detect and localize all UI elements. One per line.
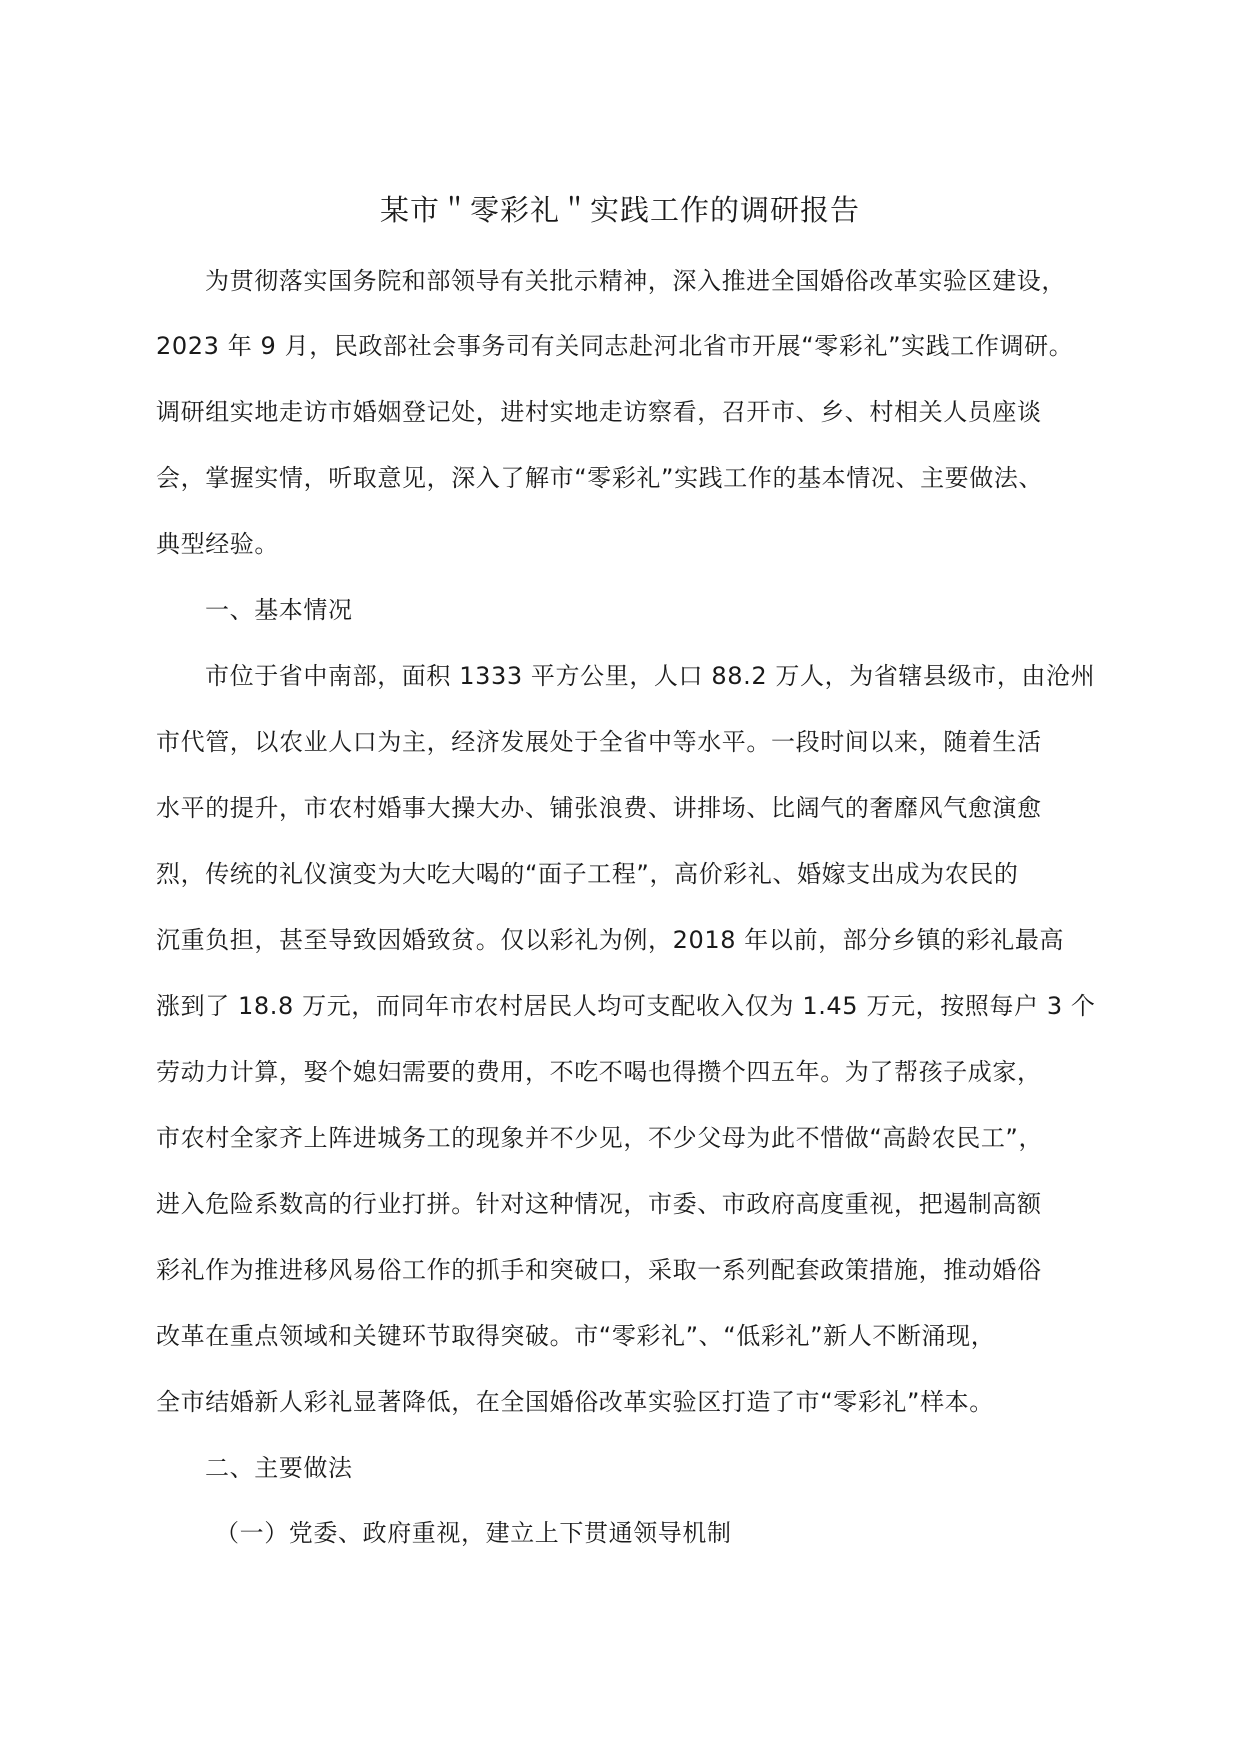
- paragraph-line: 市农村全家齐上阵进城务工的现象并不少见，不少父母为此不惜做“高龄农民工”，: [156, 1124, 1044, 1152]
- paragraph-line: 会，掌握实情，听取意见，深入了解市“零彩礼”实践工作的基本情况、主要做法、: [156, 464, 1044, 492]
- paragraph-line: 2023 年 9 月，民政部社会事务司有关同志赴河北省市开展“零彩礼”实践工作调研。: [156, 332, 1074, 360]
- section-heading: 一、基本情况: [205, 596, 353, 624]
- paragraph-line: 全市结婚新人彩礼显著降低，在全国婚俗改革实验区打造了市“零彩礼”样本。: [156, 1388, 994, 1416]
- section-heading: 二、主要做法: [205, 1454, 353, 1482]
- paragraph-line: 涨到了 18.8 万元，而同年市农村居民人均可支配收入仅为 1.45 万元，按照每户 3 个: [156, 992, 1096, 1020]
- paragraph-line: 为贯彻落实国务院和部领导有关批示精神，深入推进全国婚俗改革实验区建设，: [205, 267, 1066, 295]
- paragraph-line: 劳动力计算，娶个媳妇需要的费用，不吃不喝也得攒个四五年。为了帮孩子成家，: [156, 1058, 1042, 1086]
- paragraph-line: 彩礼作为推进移风易俗工作的抓手和突破口，采取一系列配套政策措施，推动婚俗: [156, 1256, 1042, 1284]
- paragraph-line: 改革在重点领域和关键环节取得突破。市“零彩礼”、“低彩礼”新人不断涌现，: [156, 1322, 996, 1350]
- paragraph-line: 水平的提升，市农村婚事大操大办、铺张浪费、讲排场、比阔气的奢靡风气愈演愈: [156, 794, 1042, 822]
- paragraph-line: 市位于省中南部，面积 1333 平方公里，人口 88.2 万人，为省辖县级市，由沧州: [205, 662, 1096, 690]
- paragraph-line: 典型经验。: [156, 530, 279, 558]
- subsection-heading: （一）党委、政府重视，建立上下贯通领导机制: [215, 1519, 732, 1547]
- paragraph-line: 进入危险系数高的行业打拼。针对这种情况，市委、市政府高度重视，把遏制高额: [156, 1190, 1042, 1218]
- report-title: 某市＂零彩礼＂实践工作的调研报告: [379, 193, 860, 227]
- paragraph-line: 沉重负担，甚至导致因婚致贫。仅以彩礼为例，2018 年以前，部分乡镇的彩礼最高: [156, 926, 1065, 954]
- paragraph-line: 调研组实地走访市婚姻登记处，进村实地走访察看，召开市、乡、村相关人员座谈: [156, 398, 1042, 426]
- paragraph-line: 市代管，以农业人口为主，经济发展处于全省中等水平。一段时间以来，随着生活: [156, 728, 1042, 756]
- paragraph-line: 烈，传统的礼仪演变为大吃大喝的“面子工程”，高价彩礼、婚嫁支出成为农民的: [156, 860, 1019, 888]
